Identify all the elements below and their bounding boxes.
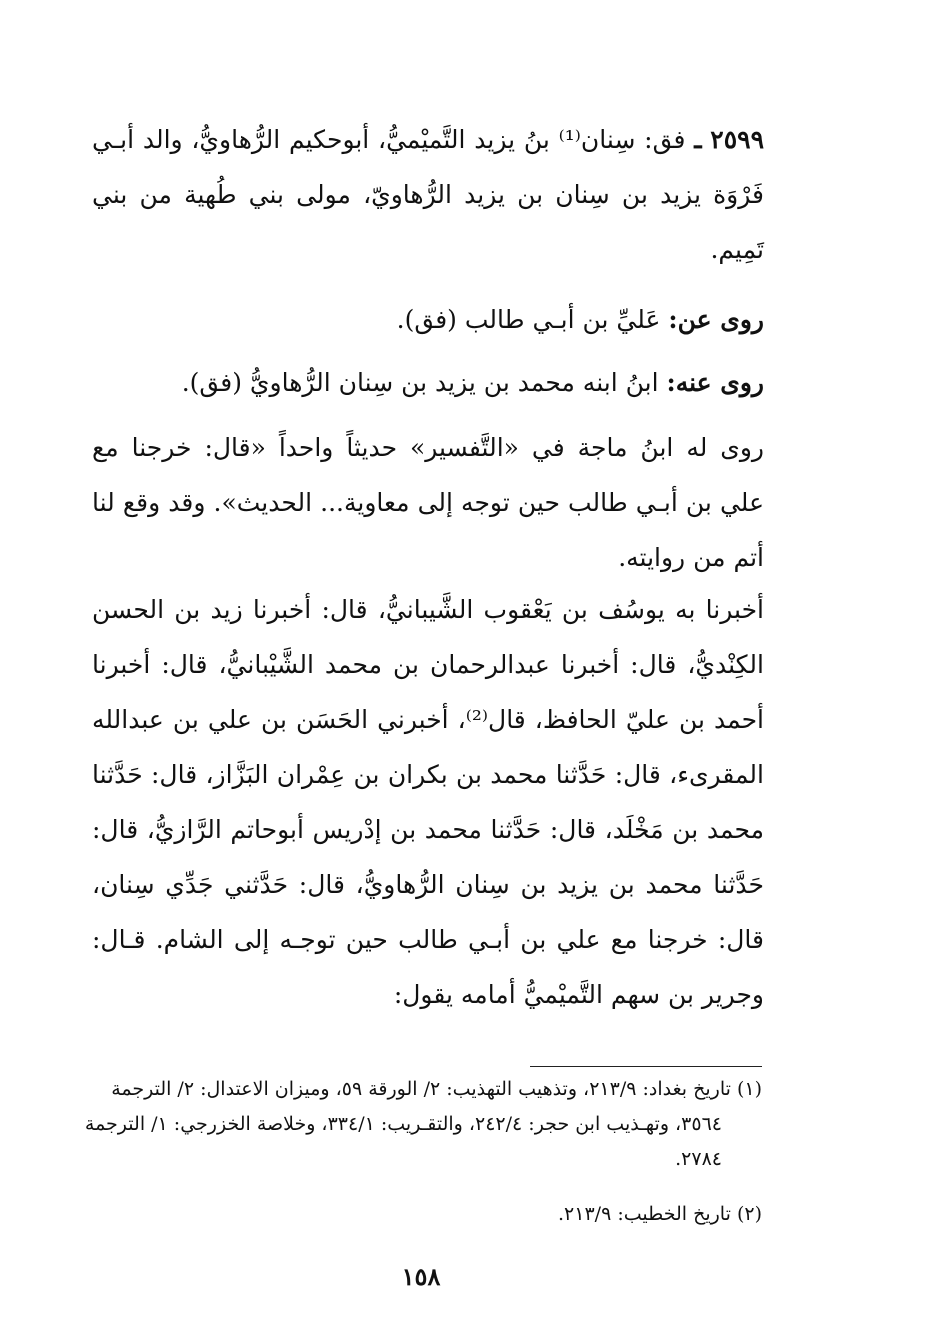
footnote-1 [62,1072,762,1177]
footnote-2 [62,1197,762,1232]
footnote-divider [530,1066,762,1067]
entry-dash: ـ [694,125,702,154]
narrated-by-line [164,355,764,410]
isnad-text: أخبرنا به يوسُف بن يَعْقوب الشَّيبانيُّ، قال: أخبرنا زيد بن الحسن الكِنْديُّ، قال: أخبرنا عبدالرحمان بن محمد الشَّيْبانيُّ، قال: أخبرنا أحمد بن عليّ الحافظ، قال⁽²⁾، أخبرني الحَسَن بن علي بن عبدالله المقرىء، قال: حَدَّثنا محمد بن بكران بن عِمْران البَزَّاز، قال: حَدَّثنا محمد بن مَخْلَد، قال: حَدَّثنا محمد بن إدْريس أبوحاتم الرَّازيُّ، قال: حَدَّثنا محمد بن يزيد بن سِنان الرُّهاويُّ، قال: حَدَّثني جَدِّي سِنان، قال: خرجنا مع علي بن أبـي طالب حين توجـه إلى الشام. قـال: وجرير بن سهم التَّميْميُّ أمامه يقول: [92,595,764,1009]
footnote-2-text: تاريخ الخطيب: ٢١٣/٩. [558,1203,731,1225]
entry-text: فق: سِنان⁽¹⁾ بنُ يزيد التَّميْميُّ، أبوحكيم الرُّهاويُّ، والد أبـي فَرْوَة يزيد بن سِنان بن يزيد الرُّهاويّ، مولى بني طُهية من بني تَمِيم. [92,125,764,264]
ibn-majah-text: روى له ابنُ ماجة في «التَّفسير» حديثاً واحداً «قال: خرجنا مع علي بن أبـي طالب حين توجه إلى معاوية... الحديث». وقد وقع لنا أتم من روايته. [92,433,764,572]
narrated-from-line [164,292,764,347]
narrated-from-text: عَليِّ بن أبـي طالب (فق). [396,305,661,334]
ibn-majah-paragraph [92,420,764,585]
entry-paragraph [92,112,764,277]
entry-number: ٢٥٩٩ [710,125,765,154]
footnotes [62,1072,762,1232]
narrated-by-label: روى عنه: [666,368,764,397]
narrated-from-label: روى عن: [668,305,764,334]
footnote-2-marker: (٢) [736,1203,762,1225]
footnote-1-marker: (١) [736,1078,762,1100]
page-number: ١٥٨ [401,1262,441,1291]
isnad-paragraph [92,582,764,1022]
narrated-by-text: ابنُ ابنه محمد بن يزيد بن سِنان الرُّهاويُّ (فق). [181,368,659,397]
footnote-1-text: تاريخ بغداد: ٢١٣/٩، وتذهيب التهذيب: ٢/ الورقة ٥٩، وميزان الاعتدال: ٢/ الترجمة ٣٥٦٤، وتهـذيب ابن حجر: ٢٤٢/٤، والتقـريب: ٣٣٤/١، وخلاصة الخزرجي: ١/ الترجمة ٢٧٨٤. [84,1078,731,1170]
